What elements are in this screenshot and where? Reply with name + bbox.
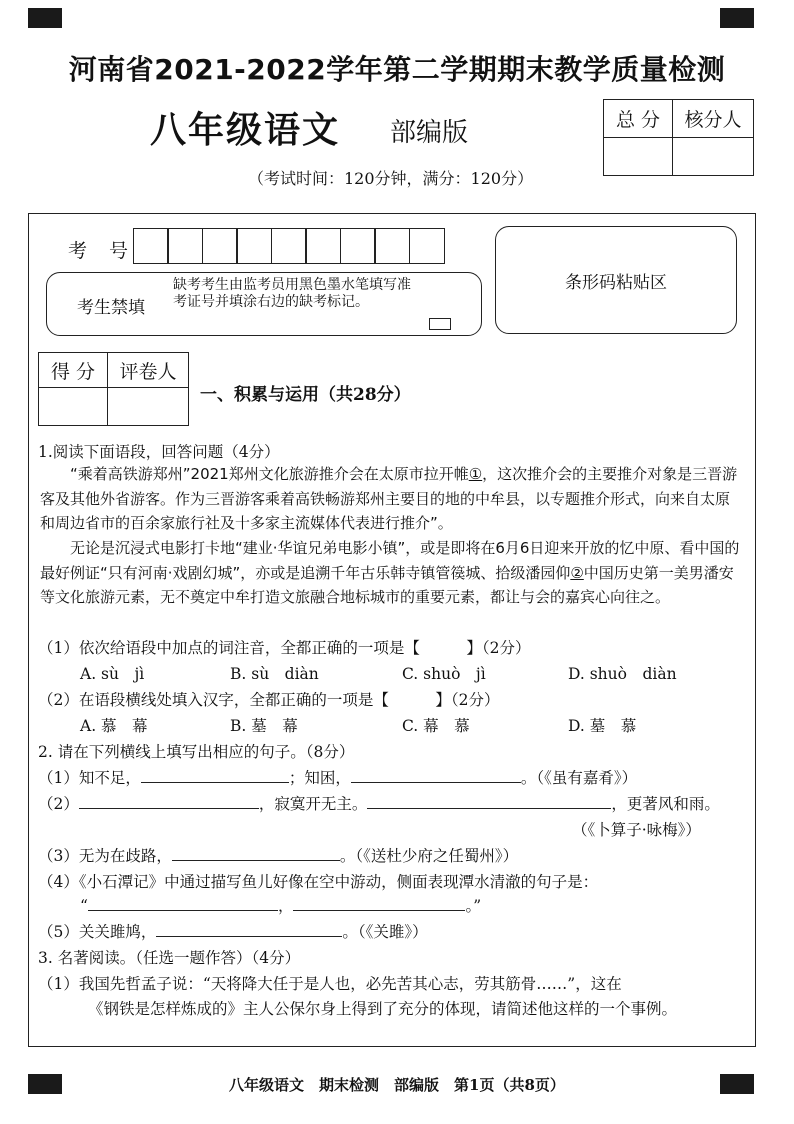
answer-blank[interactable]	[172, 845, 340, 862]
quote-mark: “	[80, 897, 88, 915]
subject-title: 八年级语文	[150, 109, 341, 151]
passage-text: 中国历史第一美男潘安等文化旅游元素，无不奠定中牟打造文旅融合地标城市的重要元素，都让与会的嘉宾心向往之。	[40, 563, 734, 606]
registration-mark	[28, 8, 62, 28]
question-1-1: （1）依次给语段中加点的词注音，全都正确的一项是【 】（2分）	[38, 639, 531, 657]
option-c[interactable]: C. shuò jì	[402, 665, 486, 683]
absent-mark-box[interactable]	[429, 318, 451, 330]
passage-text: 无论是沉浸式电影打卡地“建业·华谊兄弟电影小镇”，或是即将在6月6日迎来开放的忆中原、看中国的最好例证“只有河南·戏剧幻城”，亦或是追溯千年古乐韩寺镇管篌城、拾级潘园仰	[40, 539, 740, 582]
checker-header: 核分人	[673, 100, 754, 138]
section-heading: 一、积累与运用（共28分）	[200, 385, 411, 405]
section-score-cell[interactable]	[39, 388, 108, 426]
barcode-label: 条形码粘贴区	[565, 272, 667, 293]
answer-blank[interactable]	[88, 895, 278, 912]
question-2-1	[38, 766, 637, 788]
question-2-3	[38, 844, 518, 866]
id-digit-box[interactable]	[133, 228, 169, 264]
option-b[interactable]: B. 墓 幕	[230, 717, 298, 735]
forbid-instructions: 缺考考生由监考员用黑色墨水笔填写准考证号并填涂右边的缺考标记。	[173, 277, 411, 310]
registration-mark	[720, 8, 754, 28]
passage-paragraph-1	[40, 462, 744, 536]
grader-cell[interactable]	[108, 388, 189, 426]
question-1-stem: 1.阅读下面语段，回答问题（4分）	[38, 443, 280, 461]
blank-1: ①	[468, 465, 483, 483]
forbid-label: 考生禁填	[77, 298, 145, 318]
prompt-text: （5）关关雎鸠，	[38, 923, 157, 941]
exam-title: 河南省2021-2022学年第二学期期末教学质量检测	[68, 53, 726, 86]
question-2-4-blanks	[80, 894, 481, 916]
exam-id-boxes[interactable]	[134, 228, 445, 264]
option-c[interactable]: C. 幕 慕	[402, 717, 470, 735]
candidate-forbid-box	[46, 272, 482, 336]
barcode-area	[495, 226, 737, 334]
option-d[interactable]: D. shuò diàn	[568, 665, 677, 683]
question-2-4: （4）《小石潭记》中通过描写鱼儿好像在空中游动，侧面表现潭水清澈的句子是：	[38, 873, 599, 891]
source-text: 。（《关雎》）	[342, 923, 428, 941]
prompt-text: （3）无为在歧路，	[38, 847, 172, 865]
answer-blank[interactable]	[79, 793, 259, 810]
option-d[interactable]: D. 墓 慕	[568, 717, 637, 735]
source-text: 。（《虽有嘉肴》）	[520, 769, 638, 787]
total-score-table	[603, 99, 754, 176]
total-score-header: 总 分	[604, 100, 673, 138]
edition-label: 部编版	[390, 118, 469, 148]
passage-text: “乘着高铁游郑州”2021郑州文化旅游推介会在太原市拉开帷	[70, 465, 469, 483]
checker-cell[interactable]	[673, 138, 754, 176]
option-a[interactable]: A. 慕 幕	[80, 717, 148, 735]
question-2-stem: 2. 请在下列横线上填写出相应的句子。（8分）	[38, 743, 355, 761]
page-footer: 八年级语文 期末检测 部编版 第1页（共8页）	[229, 1076, 565, 1094]
answer-blank[interactable]	[293, 895, 465, 912]
answer-blank[interactable]	[156, 921, 342, 938]
question-3-stem: 3. 名著阅读。（任选一题作答）（4分）	[38, 949, 301, 967]
id-digit-box[interactable]	[409, 228, 445, 264]
id-digit-box[interactable]	[167, 228, 203, 264]
id-digit-box[interactable]	[374, 228, 410, 264]
id-digit-box[interactable]	[305, 228, 341, 264]
prompt-text: （2）	[38, 795, 79, 813]
question-3-1-line1: （1）我国先哲孟子说：“天将降大任于是人也，必先苦其心志，劳其筋骨……”，这在	[38, 975, 622, 993]
separator: ，	[277, 897, 294, 915]
question-1-2: （2）在语段横线处填入汉字，全都正确的一项是【 】（2分）	[38, 691, 500, 709]
option-a[interactable]: A. sù jì	[80, 665, 145, 683]
id-digit-box[interactable]	[340, 228, 376, 264]
question-3-1-line2: 《钢铁是怎样炼成的》主人公保尔身上得到了充分的体现，请简述他这样的一个事例。	[88, 1000, 678, 1018]
question-2-5	[38, 920, 428, 942]
source-text: 。（《送杜少府之任蜀州》）	[339, 847, 519, 865]
exam-info: （考试时间：120分钟，满分：120分）	[248, 169, 534, 188]
id-digit-box[interactable]	[271, 228, 307, 264]
id-digit-box[interactable]	[202, 228, 238, 264]
exam-id-label: 考 号	[68, 240, 137, 262]
passage-paragraph-2	[40, 536, 744, 610]
source-text: （《卜算子·咏梅》）	[572, 821, 701, 839]
total-score-cell[interactable]	[604, 138, 673, 176]
section-score-header: 得 分	[39, 353, 108, 388]
grader-table	[38, 352, 189, 426]
answer-blank[interactable]	[141, 767, 289, 784]
quote-mark: 。”	[465, 897, 482, 915]
prompt-text: ；知困，	[288, 769, 351, 787]
answer-blank[interactable]	[367, 793, 611, 810]
blank-2: ②	[570, 563, 584, 582]
passage-text: ，这次推介会的主要推介对象是三晋游客及其他外省游客。作为三晋游客乘着高铁畅游郑州主要目的地的中牟县，以专题推介形式，向来自太原和周边省市的百余家旅行社及十多家主流媒体代表进行推介”。	[40, 465, 738, 532]
option-b[interactable]: B. sù diàn	[230, 665, 319, 683]
prompt-text: （1）知不足，	[38, 769, 141, 787]
grader-header: 评卷人	[108, 353, 189, 388]
prompt-text: ，寂寞开无主。	[258, 795, 368, 813]
id-digit-box[interactable]	[236, 228, 272, 264]
answer-blank[interactable]	[351, 767, 521, 784]
question-2-2	[38, 792, 720, 814]
prompt-text: ，更著风和雨。	[611, 795, 720, 813]
